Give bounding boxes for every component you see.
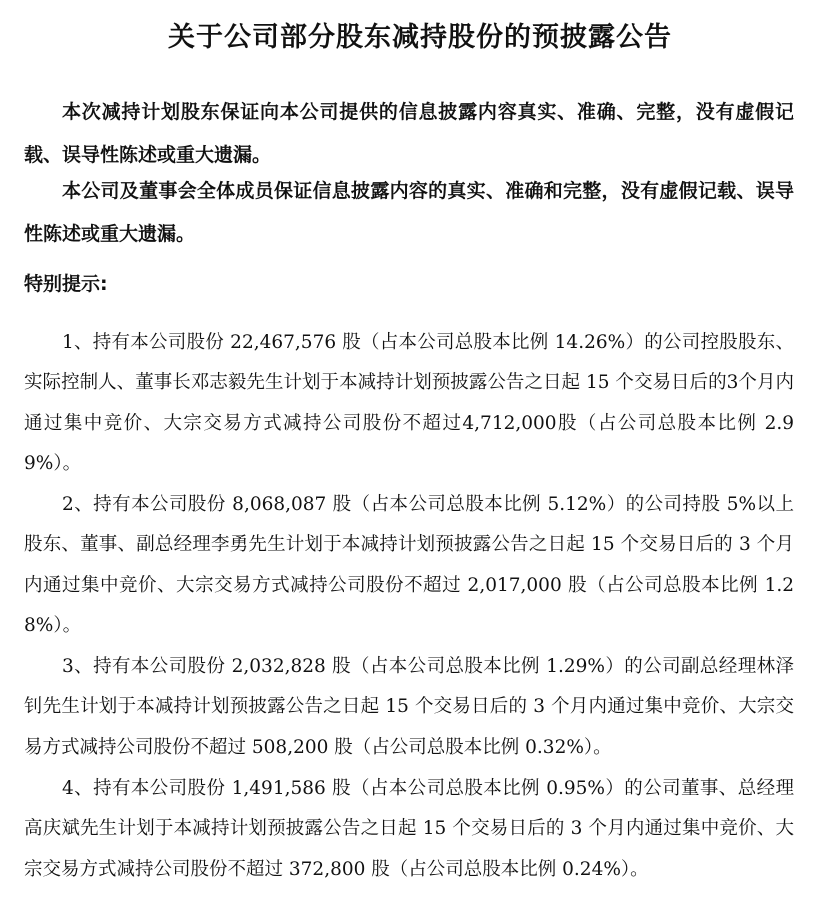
notice-item: 1、持有本公司股份 22,467,576 股（占本公司总股本比例 14.26%）的公司控股股东、实际控制人、董事长邓志毅先生计划于本减持计划预披露公告之日起 15 个交易日后的3个月内通过集中竞价、大宗交易方式减持公司股份不超过4,712,000股（占公司总股本比例 2.99%）。 (24, 331, 794, 474)
notice-item: 4、持有本公司股份 1,491,586 股（占本公司总股本比例 0.95%）的公司董事、总经理高庆斌先生计划于本减持计划预披露公告之日起 15 个交易日后的 3 个月内通过集中竞价、大宗交易方式减持公司股份不超过 372,800 股（占公司总股本比例 0.24%）。 (24, 777, 794, 880)
notice-item: 3、持有本公司股份 2,032,828 股（占本公司总股本比例 1.29%）的公司副总经理林泽钊先生计划于本减持计划预披露公告之日起 15 个交易日后的 3 个月内通过集中竞价、大宗交易方式减持公司股份不超过 508,200 股（占公司总股本比例 0.32%）。 (24, 655, 794, 758)
declaration-board: 本公司及董事会全体成员保证信息披露内容的真实、准确和完整，没有虚假记载、误导性陈述或重大遗漏。 (24, 180, 794, 245)
notice-item: 2、持有本公司股份 8,068,087 股（占本公司总股本比例 5.12%）的公司持股 5%以上股东、董事、副总经理李勇先生计划于本减持计划预披露公告之日起 15 个交易日后的 3 个月内通过集中竞价、大宗交易方式减持公司股份不超过 2,017,000 股（占公司总股本比例 1.28%）。 (24, 493, 794, 636)
page-title: 关于公司部分股东减持股份的预披露公告 (168, 22, 672, 54)
special-notice-heading: 特别提示: (24, 273, 108, 295)
declaration-shareholder: 本次减持计划股东保证向本公司提供的信息披露内容真实、准确、完整，没有虚假记载、误导性陈述或重大遗漏。 (24, 101, 794, 166)
